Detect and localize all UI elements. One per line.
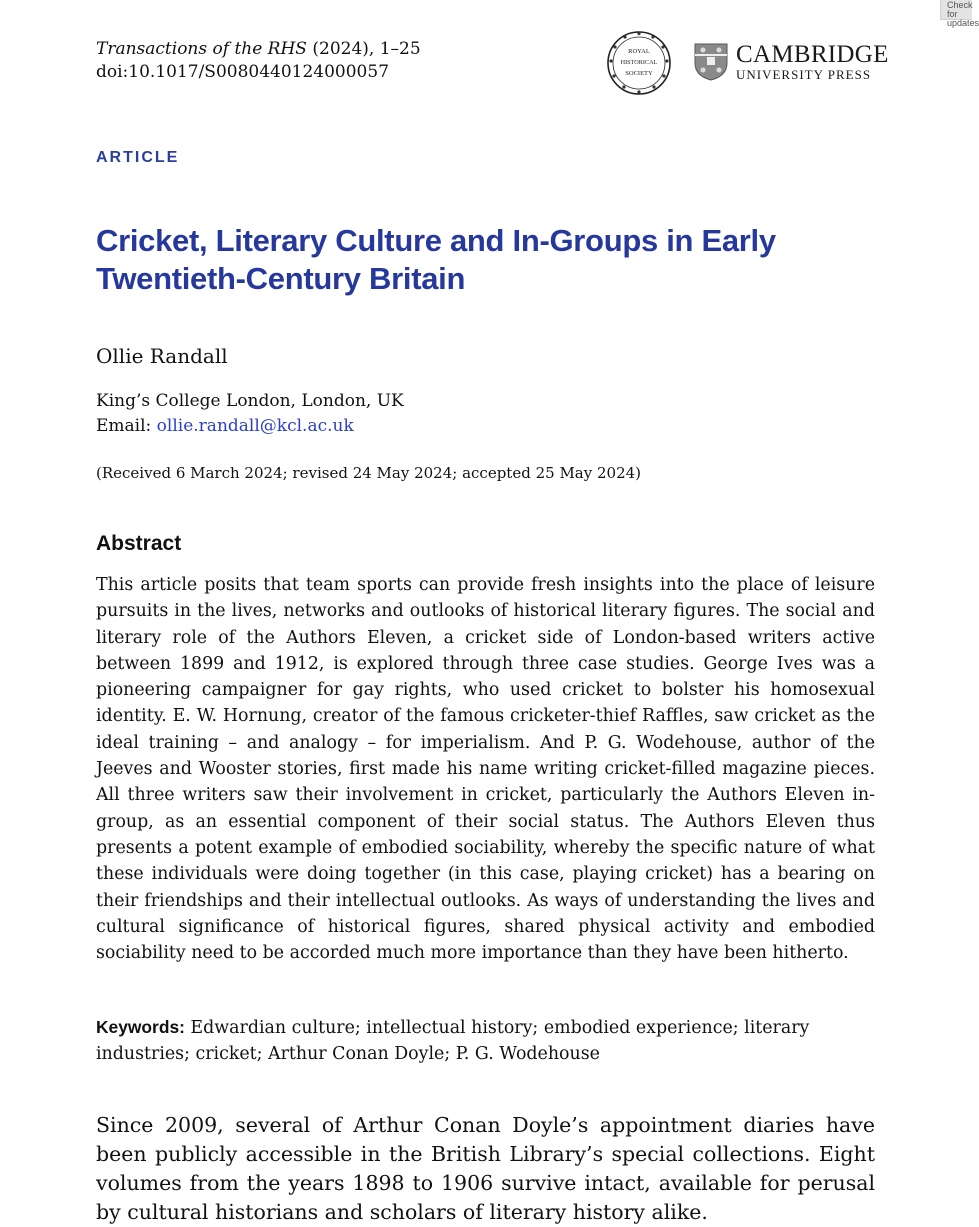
article-type-label: ARTICLE — [96, 149, 180, 166]
cambridge-university-press-logo — [694, 41, 889, 82]
journal-year-pages: (2024), 1–25 — [306, 39, 421, 59]
cambridge-shield-icon — [694, 43, 728, 81]
svg-text:ROYAL: ROYAL — [628, 48, 650, 55]
submission-history: (Received 6 March 2024; revised 24 May 2024; accepted 25 May 2024) — [96, 464, 642, 482]
publisher-sub: UNIVERSITY PRESS — [736, 67, 872, 82]
email-label: Email: — [96, 416, 157, 436]
check-for-updates-badge[interactable]: Check for updates — [940, 0, 972, 20]
svg-text:HISTORICAL: HISTORICAL — [620, 59, 658, 66]
keywords-label: Keywords: — [96, 1017, 185, 1037]
abstract-text: This article posits that team sports can provide fresh insights into the place of leisure pursuits in the lives, networks and outlooks of historical literary figures. The social and literary role of the Authors Eleven, a cricket side of London-based writers active between 1899 and 1912, is explored through three case studies. George Ives was a pioneering campaigner for gay rights, who used cricket to bolster his homosexual identity. E. W. Hornung, creator of the famous cricketer-thief Raffles, saw cricket as the ideal training – and analogy – for imperialism. And P. G. Wodehouse, author of the Jeeves and Wooster stories, first made his name writing cricket-filled magazine pieces. All three writers saw their involvement in cricket, particularly the Authors Eleven in-group, as an essential component of their social status. The Authors Eleven thus presents a potent example of embodied sociability, whereby the specific nature of what these individuals were doing together (in this case, playing cricket) has a bearing on their friendships and their intellectual outlooks. As ways of understanding the lives and cultural significance of historical figures, shared physical activity and embodied sociability need to be accorded much more importance than they have been hitherto. — [96, 575, 875, 964]
author-name: Ollie Randall — [96, 344, 228, 368]
affiliation: King’s College London, London, UK — [96, 391, 404, 411]
email-link[interactable]: ollie.randall@kcl.ac.uk — [156, 416, 354, 436]
publisher-name: CAMBRIDGE — [736, 41, 889, 68]
journal-citation — [96, 38, 421, 84]
abstract-heading: Abstract — [96, 532, 182, 555]
keywords — [96, 1014, 875, 1068]
keywords-text: Edwardian culture; intellectual history; embodied experience; literary industries; cricket; Arthur Conan Doyle; P. G. Wodehouse — [96, 1018, 810, 1065]
royal-historical-society-logo — [606, 30, 672, 96]
body-paragraph: Since 2009, several of Arthur Conan Doyle’s appointment diaries have been publicly accessible in the British Library’s special collections. Eight volumes from the years 1898 to 1906 survive intact, available for perusal by cultural historians and scholars of literary history alike. — [96, 1113, 875, 1224]
article-title: Cricket, Literary Culture and In-Groups in Early Twentieth-Century Britain — [96, 223, 776, 296]
journal-name: Transactions of the RHS — [96, 39, 307, 59]
svg-text:SOCIETY: SOCIETY — [625, 70, 653, 77]
author-affiliation-block — [96, 389, 404, 439]
doi: doi:10.1017/S0080440124000057 — [96, 62, 390, 82]
